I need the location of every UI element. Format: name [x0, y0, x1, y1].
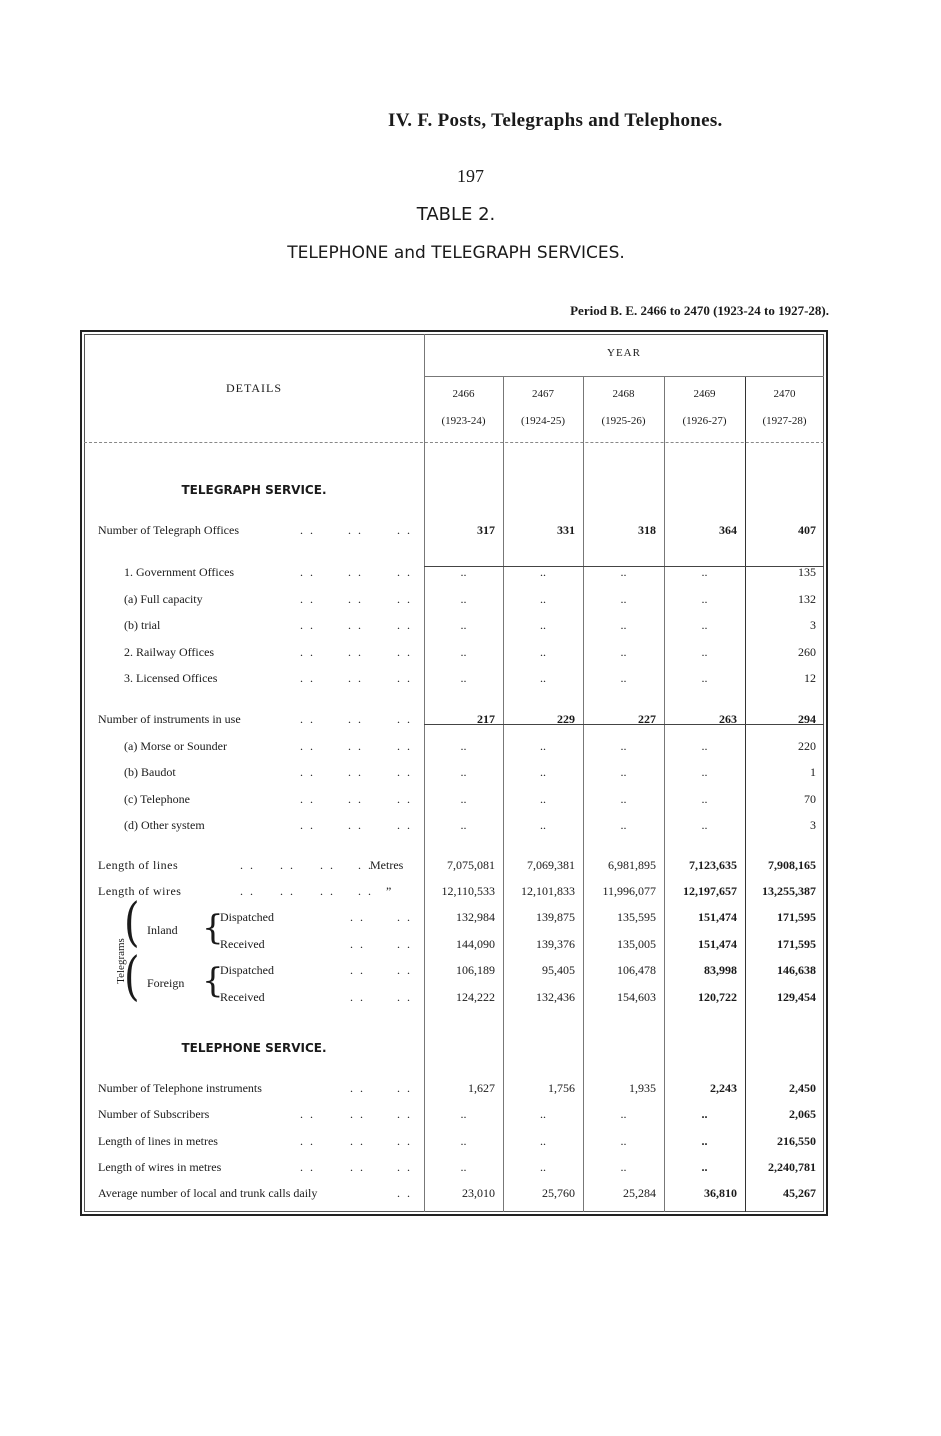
row-label: (a) Full capacity	[124, 592, 203, 606]
leader-dots: . .	[397, 1160, 412, 1174]
table-cell: ..	[540, 765, 546, 779]
table-cell: ..	[460, 792, 467, 806]
table-cell: 318	[638, 523, 656, 537]
table-cell: 1,756	[548, 1081, 575, 1095]
table-cell: 263	[719, 712, 737, 726]
table-cell: 407	[798, 523, 816, 537]
row-label: Number of Telegraph Offices	[98, 523, 239, 537]
leader-dots: . .	[350, 990, 365, 1004]
leader-dots: . .	[348, 792, 363, 806]
table-cell: ..	[701, 645, 708, 659]
table-cell: 11,996,077	[602, 884, 656, 898]
leader-dots: . .	[348, 765, 363, 779]
telegrams-brace-foreign: (	[124, 947, 140, 1007]
table-cell: ..	[620, 818, 627, 832]
leader-dots: . .	[350, 1107, 365, 1121]
leader-dots: . .	[280, 884, 295, 898]
table-cell: 2,243	[710, 1081, 737, 1095]
leader-dots: . .	[350, 1134, 365, 1148]
row-label: Number of Telephone instruments	[98, 1081, 262, 1095]
table-cell: ..	[620, 1134, 627, 1148]
table-cell: 132,984	[456, 910, 495, 924]
table-cell: 13,255,387	[762, 884, 816, 898]
table-cell: 1,935	[629, 1081, 656, 1095]
table-title: TELEPHONE and TELEGRAPH SERVICES.	[287, 243, 625, 263]
section-title: IV. F. Posts, Telegraphs and Telephones.	[388, 110, 723, 131]
leader-dots: . .	[397, 910, 412, 924]
table-cell: 7,123,635	[689, 858, 737, 872]
table-cell: 12,110,533	[441, 884, 495, 898]
telephone-section-heading: TELEPHONE SERVICE.	[181, 1041, 327, 1055]
table-cell: ..	[460, 1160, 467, 1174]
table-cell: ..	[701, 565, 708, 579]
table-cell: 151,474	[698, 910, 737, 924]
leader-dots: . .	[320, 884, 335, 898]
row-label: (c) Telephone	[124, 792, 190, 806]
leader-dots: . .	[300, 1107, 315, 1121]
row-label: Length of lines	[98, 858, 179, 872]
table-cell: 135	[798, 565, 816, 579]
table-cell: 135,595	[617, 910, 656, 924]
table-cell: ..	[701, 739, 708, 753]
table-cell: 146,638	[777, 963, 816, 977]
row-label: (b) trial	[124, 618, 161, 632]
table-cell: 151,474	[698, 937, 737, 951]
leader-dots: . .	[348, 523, 363, 537]
table-cell: 2,240,781	[768, 1160, 816, 1174]
leader-dots: . .	[397, 739, 412, 753]
table-cell: ..	[701, 592, 708, 606]
row-label: Number of Subscribers	[98, 1107, 210, 1121]
table-cell: ..	[540, 671, 546, 685]
table-cell: ..	[460, 565, 467, 579]
table-cell: 317	[477, 523, 495, 537]
leader-dots: . .	[300, 765, 315, 779]
year-be: 2466	[452, 388, 475, 400]
table-cell: 1,627	[468, 1081, 495, 1095]
table-cell: ..	[701, 1107, 708, 1121]
table-cell: 70	[804, 792, 816, 806]
table-cell: 12	[804, 671, 816, 685]
table-cell: 144,090	[456, 937, 495, 951]
leader-dots: . .	[350, 1081, 365, 1095]
leader-dots: . .	[350, 963, 365, 977]
leader-dots: . .	[300, 523, 315, 537]
table-cell: ..	[540, 739, 546, 753]
table-cell: 3	[810, 818, 816, 832]
table-cell: 227	[638, 712, 656, 726]
table-cell: ..	[701, 765, 708, 779]
table-cell: ..	[540, 1160, 546, 1174]
leader-dots: . .	[348, 618, 363, 632]
row-unit: Metres	[370, 858, 404, 872]
leader-dots: . .	[348, 671, 363, 685]
group-brace: {	[202, 908, 224, 948]
table-cell: ..	[540, 1107, 546, 1121]
table-cell: ..	[460, 618, 467, 632]
table-cell: ..	[701, 1134, 708, 1148]
table-cell: 139,875	[536, 910, 575, 924]
table-cell: ..	[620, 765, 627, 779]
page-number: 197	[457, 166, 484, 186]
leader-dots: . .	[300, 671, 315, 685]
table-cell: ..	[701, 671, 708, 685]
table-cell: 7,075,081	[447, 858, 495, 872]
leader-dots: . .	[397, 963, 412, 977]
leader-dots: . .	[348, 712, 363, 726]
leader-dots: . .	[397, 818, 412, 832]
table-cell: ..	[620, 739, 627, 753]
table-cell: ..	[701, 792, 708, 806]
instruments-total-rule	[424, 724, 824, 725]
table-cell: 2,450	[789, 1081, 816, 1095]
leader-dots: . .	[350, 937, 365, 951]
table-cell: ..	[460, 765, 467, 779]
table-cell: 6,981,895	[608, 858, 656, 872]
row-unit: ”	[386, 884, 392, 898]
telegram-group-label: Inland	[147, 923, 178, 937]
table-cell: 12,197,657	[683, 884, 737, 898]
row-label: (a) Morse or Sounder	[124, 739, 227, 753]
leader-dots: . .	[397, 1186, 412, 1200]
leader-dots: . .	[350, 910, 365, 924]
group-brace: {	[202, 961, 224, 1001]
table-cell: ..	[620, 565, 627, 579]
table-cell: 7,069,381	[527, 858, 575, 872]
table-cell: ..	[540, 618, 546, 632]
table-cell: ..	[460, 1107, 467, 1121]
leader-dots: . .	[300, 712, 315, 726]
leader-dots: . .	[348, 818, 363, 832]
table-cell: 12,101,833	[521, 884, 575, 898]
leader-dots: . .	[397, 792, 412, 806]
period-subtitle: Period B. E. 2466 to 2470 (1923-24 to 1927-28).	[570, 303, 829, 318]
table-label: TABLE 2.	[416, 204, 496, 225]
row-label: (d) Other system	[124, 818, 205, 832]
leader-dots: . .	[397, 618, 412, 632]
year-be: 2469	[693, 388, 716, 400]
leader-dots: . .	[280, 858, 295, 872]
table-cell: 124,222	[456, 990, 495, 1004]
table-cell: ..	[620, 1107, 627, 1121]
telegram-group-label: Foreign	[147, 976, 185, 990]
year-be: 2467	[532, 388, 554, 400]
table-cell: ..	[620, 671, 627, 685]
leader-dots: . .	[348, 645, 363, 659]
table-cell: 135,005	[617, 937, 656, 951]
table-cell: 83,998	[704, 963, 737, 977]
row-label: Length of wires in metres	[98, 1160, 222, 1174]
table-cell: 216,550	[777, 1134, 816, 1148]
leader-dots: . .	[240, 884, 255, 898]
leader-dots: . .	[348, 739, 363, 753]
table-cell: 129,454	[777, 990, 816, 1004]
details-header: DETAILS	[225, 381, 283, 395]
year-ce: (1924-25)	[521, 415, 565, 427]
row-label: Average number of local and trunk calls daily	[98, 1186, 318, 1200]
table-cell: ..	[540, 565, 546, 579]
table-cell: 2,065	[789, 1107, 816, 1121]
leader-dots: . .	[397, 1107, 412, 1121]
year-be: 2470	[773, 388, 796, 400]
table-cell: ..	[460, 592, 467, 606]
row-label: Length of lines in metres	[98, 1134, 218, 1148]
leader-dots: . .	[300, 792, 315, 806]
row-label: Received	[220, 937, 265, 951]
table-cell: 3	[810, 618, 816, 632]
leader-dots: . .	[300, 818, 315, 832]
leader-dots: . .	[397, 712, 412, 726]
table-cell: 364	[719, 523, 737, 537]
leader-dots: . .	[300, 739, 315, 753]
table-cell: 132,436	[536, 990, 575, 1004]
table-cell: 331	[557, 523, 575, 537]
year-ce: (1927-28)	[762, 415, 807, 427]
offices-total-rule	[424, 566, 824, 567]
leader-dots: . .	[397, 565, 412, 579]
row-label: (b) Baudot	[124, 765, 176, 779]
row-label: 2. Railway Offices	[124, 645, 215, 659]
leader-dots: . .	[300, 565, 315, 579]
table-cell: 95,405	[542, 963, 575, 977]
table-cell: ..	[460, 1134, 467, 1148]
table-cell: 23,010	[462, 1186, 495, 1200]
table-cell: ..	[540, 592, 546, 606]
leader-dots: . .	[397, 937, 412, 951]
year-be: 2468	[612, 388, 635, 400]
table-cell: 25,284	[623, 1186, 656, 1200]
table-cell: ..	[701, 618, 708, 632]
telegrams-brace-inland: (	[124, 893, 140, 953]
leader-dots: . .	[358, 884, 373, 898]
table-cell: 139,376	[536, 937, 575, 951]
leader-dots: . .	[348, 592, 363, 606]
table-cell: 217	[477, 712, 495, 726]
table-cell: 154,603	[617, 990, 656, 1004]
row-label: 1. Government Offices	[124, 565, 235, 579]
table-cell: ..	[620, 645, 627, 659]
table-cell: ..	[701, 1160, 708, 1174]
telegraph-section-heading: TELEGRAPH SERVICE.	[181, 483, 327, 497]
table-cell: 171,595	[777, 910, 816, 924]
leader-dots: . .	[397, 592, 412, 606]
table-cell: 132	[798, 592, 816, 606]
table-cell: 1	[810, 765, 816, 779]
year-header: YEAR	[607, 347, 641, 359]
table-cell: ..	[701, 818, 708, 832]
year-rule	[424, 376, 824, 377]
table-cell: 294	[798, 712, 816, 726]
table-cell: 45,267	[783, 1186, 816, 1200]
table-cell: ..	[460, 818, 467, 832]
leader-dots: . .	[397, 523, 412, 537]
leader-dots: . .	[397, 671, 412, 685]
header-bottom-rule	[84, 442, 824, 443]
table-cell: ..	[540, 645, 546, 659]
leader-dots: . .	[348, 565, 363, 579]
table-cell: 260	[798, 645, 816, 659]
table-cell: ..	[620, 1160, 627, 1174]
leader-dots: . .	[397, 645, 412, 659]
row-label: 3. Licensed Offices	[124, 671, 218, 685]
row-label: Dispatched	[220, 910, 274, 924]
table-cell: 106,478	[617, 963, 656, 977]
year-ce: (1926-27)	[682, 415, 727, 427]
table-cell: 171,595	[777, 937, 816, 951]
table-cell: ..	[540, 818, 546, 832]
table-cell: ..	[460, 671, 467, 685]
leader-dots: . .	[300, 1134, 315, 1148]
table-cell: ..	[620, 618, 627, 632]
table-cell: ..	[540, 792, 546, 806]
telegrams-label: Telegrams	[115, 938, 127, 984]
table-cell: ..	[620, 792, 627, 806]
leader-dots: . .	[320, 858, 335, 872]
table-cell: 7,908,165	[768, 858, 816, 872]
table-cell: 229	[557, 712, 575, 726]
year-ce: (1925-26)	[601, 415, 646, 427]
leader-dots: . .	[397, 990, 412, 1004]
row-label: Length of wires	[98, 884, 182, 898]
leader-dots: . .	[358, 858, 373, 872]
leader-dots: . .	[397, 765, 412, 779]
leader-dots: . .	[350, 1160, 365, 1174]
leader-dots: . .	[397, 1134, 412, 1148]
table-cell: ..	[460, 645, 467, 659]
leader-dots: . .	[300, 592, 315, 606]
table-cell: ..	[460, 739, 467, 753]
table-cell: 25,760	[542, 1186, 575, 1200]
leader-dots: . .	[240, 858, 255, 872]
table-cell: ..	[540, 1134, 546, 1148]
leader-dots: . .	[397, 1081, 412, 1095]
leader-dots: . .	[300, 645, 315, 659]
year-ce: (1923-24)	[441, 415, 486, 427]
table-cell: 36,810	[704, 1186, 737, 1200]
table-cell: 220	[798, 739, 816, 753]
leader-dots: . .	[300, 1160, 315, 1174]
leader-dots: . .	[300, 618, 315, 632]
row-label: Received	[220, 990, 265, 1004]
table-cell: 120,722	[698, 990, 737, 1004]
row-label: Number of instruments in use	[98, 712, 241, 726]
table-cell: ..	[620, 592, 627, 606]
table-cell: 106,189	[456, 963, 495, 977]
row-label: Dispatched	[220, 963, 274, 977]
